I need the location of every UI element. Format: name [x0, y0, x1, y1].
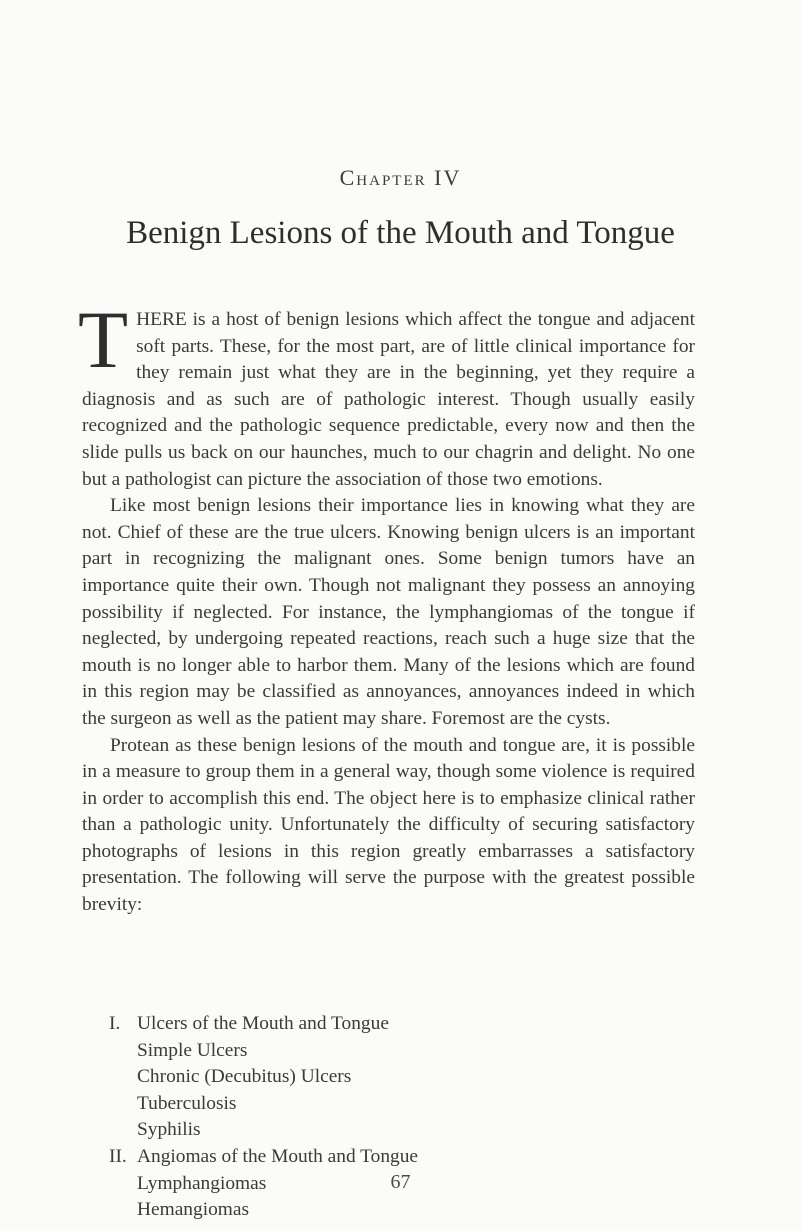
- paragraph-3: Protean as these benign lesions of the mouth and tongue are, it is possible in a measure to group them in a general way, though some violence is required in order to accomplish this end. The object here is to emphasize clinical rather than a pathologic unity. Unfortunately the difficulty of securing satisfactory photographs of lesions in this region greatly embarrasses a satisfactory presentation. The following will serve the purpose with the greatest possible brevity:: [82, 734, 695, 916]
- outline-heading-text: Ulcers of the Mouth and Tongue: [137, 1013, 389, 1034]
- paragraph-2: Like most benign lesions their importance lies in knowing what they are not. Chief of these are the true ulcers. Knowing benign ulcers is an important part in recognizing the malignant ones. Some benign tumors have an importance quite their own. Though not malignant they possess an annoying possibility if neglected. For instance, the lymphangiomas of the tongue if neglected, by undergoing repeated reactions, reach such a huge size that the mouth is no longer able to harbor them. Many of the lesions which are found in this region may be classified as annoyances, annoyances indeed in which the surgeon as well as the patient may share. Foremost are the cysts.: [82, 495, 695, 729]
- list-item: Lymphangiomas: [137, 1172, 267, 1194]
- outline-section-1: [109, 1011, 669, 1144]
- chapter-title: Benign Lesions of the Mouth and Tongue: [126, 215, 675, 251]
- chapter-label: Chapter IV: [339, 165, 462, 190]
- outline-section-heading: [109, 1144, 669, 1171]
- page-number: 67: [390, 1171, 411, 1193]
- drop-cap: T: [78, 294, 129, 385]
- list-item: Hemangiomas: [137, 1199, 250, 1221]
- outline-heading-text: Angiomas of the Mouth and Tongue: [137, 1145, 419, 1167]
- paragraph-1: [78, 294, 695, 493]
- list-item: Syphilis: [137, 1119, 201, 1141]
- outline-numeral: I.: [109, 1013, 121, 1034]
- list-item: Chronic (Decubitus) Ulcers: [137, 1066, 352, 1088]
- list-item: Tuberculosis: [137, 1092, 237, 1114]
- outline-numeral: II.: [109, 1145, 127, 1167]
- list-item: Simple Ulcers: [137, 1039, 248, 1061]
- outline-section-heading: [109, 1011, 669, 1038]
- body-text: [78, 294, 695, 919]
- paragraph-1-text: HERE is a host of benign lesions which affect the tongue and adjacent soft parts. These, for the most part, are of little clinical importance for they remain just what they are in the beginning, yet they require a diagnosis and as such are of pathologic interest. Though usually easily recognized and the pathologic sequence predictable, every now and then the slide pulls us back on our haunches, much to our chagrin and delight. No one but a pathologist can picture the association of those two emotions.: [82, 309, 695, 490]
